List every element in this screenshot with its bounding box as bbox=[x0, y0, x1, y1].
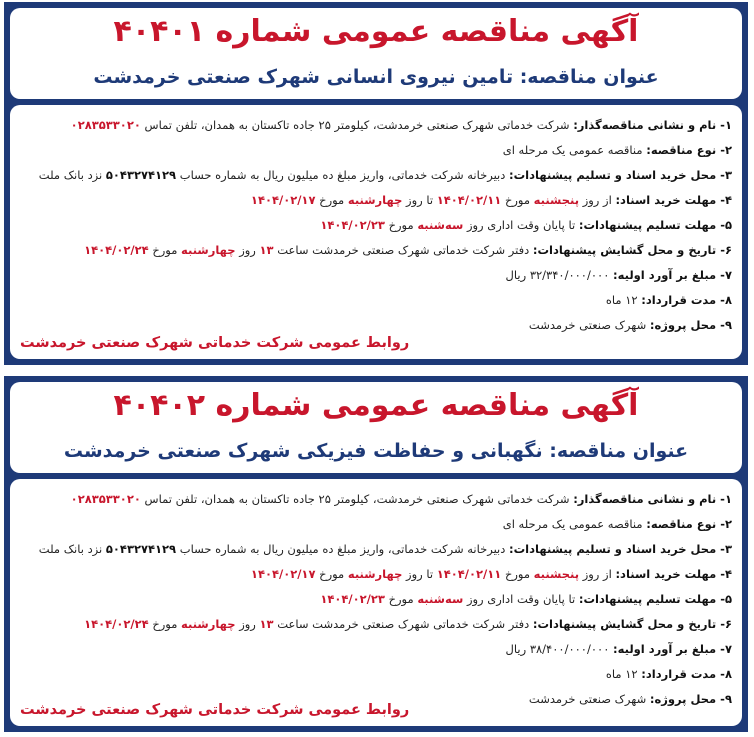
item-4 bbox=[20, 188, 732, 213]
account-number: ۵۰۴۳۲۷۴۱۲۹ bbox=[105, 542, 177, 556]
item-1 bbox=[20, 487, 732, 512]
start-date: ۱۴۰۴/۰۲/۱۱ bbox=[436, 567, 502, 581]
item-text: مورخ bbox=[319, 567, 345, 581]
end-day: چهارشنبه bbox=[347, 193, 403, 207]
item-3 bbox=[20, 163, 732, 188]
item-tail: نزد بانک ملت bbox=[38, 542, 103, 556]
item-label: ۵- مهلت تسلیم پیشنهادات: bbox=[578, 218, 732, 232]
item-text: تا پایان وقت اداری روز bbox=[466, 592, 576, 606]
item-7 bbox=[20, 637, 732, 662]
project-location: شهرک صنعتی خرمدشت bbox=[528, 318, 647, 332]
item-text: روز bbox=[239, 243, 256, 257]
item-label: ۷- مبلغ بر آورد اولیه: bbox=[613, 268, 732, 282]
item-label: ۳- محل خرید اسناد و تسلیم پیشنهادات: bbox=[509, 542, 732, 556]
public-relations-signature: روابط عمومی شرکت خدماتی شهرک صنعتی خرمدشت bbox=[20, 702, 410, 718]
item-5 bbox=[20, 587, 732, 612]
item-text: مورخ bbox=[152, 243, 178, 257]
start-day: پنجشنبه bbox=[533, 193, 580, 207]
tender-notice-1 bbox=[4, 2, 748, 365]
opening-day: چهارشنبه bbox=[181, 243, 236, 257]
item-label: ۵- مهلت تسلیم پیشنهادات: bbox=[578, 592, 732, 606]
item-label: ۱- نام و نشانی مناقصه‌گذار: bbox=[573, 492, 732, 506]
item-label: ۶- تاریخ و محل گشایش پیشنهادات: bbox=[532, 243, 732, 257]
item-8 bbox=[20, 662, 732, 687]
item-text: مورخ bbox=[152, 617, 178, 631]
notice-header bbox=[10, 8, 742, 99]
deadline-day: سه‌شنبه bbox=[417, 592, 464, 606]
item-5 bbox=[20, 213, 732, 238]
item-6 bbox=[20, 238, 732, 263]
estimate-amount: ۳۸/۴۰۰/۰۰۰/۰۰۰ ریال bbox=[505, 642, 610, 656]
item-text: از روز bbox=[582, 193, 612, 207]
notice-items bbox=[20, 487, 732, 712]
notice-items bbox=[20, 113, 732, 338]
item-label: ۸- مدت قرارداد: bbox=[641, 667, 732, 681]
phone-number: ۰۲۸۳۵۳۳۰۲۰ bbox=[70, 492, 141, 506]
item-2 bbox=[20, 138, 732, 163]
item-text: مورخ bbox=[504, 567, 531, 581]
item-label: ۸- مدت قرارداد: bbox=[641, 293, 732, 307]
end-date: ۱۴۰۴/۰۲/۱۷ bbox=[250, 193, 316, 207]
item-4 bbox=[20, 562, 732, 587]
item-1 bbox=[20, 113, 732, 138]
notice-body bbox=[10, 105, 742, 359]
item-text: شرکت خدماتی شهرک صنعتی خرمدشت، کیلومتر ۲۵ جاده تاکستان به همدان، تلفن تماس bbox=[144, 492, 570, 506]
end-day: چهارشنبه bbox=[347, 567, 403, 581]
item-text: مورخ bbox=[388, 592, 414, 606]
notice-title: آگهی مناقصه عمومی شماره ۴۰۴۰۱ bbox=[113, 14, 639, 49]
start-date: ۱۴۰۴/۰۲/۱۱ bbox=[436, 193, 502, 207]
item-text: از روز bbox=[582, 567, 612, 581]
item-label: ۶- تاریخ و محل گشایش پیشنهادات: bbox=[532, 617, 732, 631]
opening-date: ۱۴۰۴/۰۲/۲۴ bbox=[84, 617, 149, 631]
public-relations-signature: روابط عمومی شرکت خدماتی شهرک صنعتی خرمدشت bbox=[20, 335, 410, 351]
item-text: مناقصه عمومی یک مرحله ای bbox=[502, 143, 643, 157]
project-location: شهرک صنعتی خرمدشت bbox=[528, 692, 647, 706]
item-text: دفتر شرکت خدماتی شهرک صنعتی خرمدشت ساعت bbox=[277, 243, 530, 257]
notice-subtitle: عنوان مناقصه: تامین نیروی انسانی شهرک صنعتی خرمدشت bbox=[93, 66, 659, 88]
item-label: ۲- نوع مناقصه: bbox=[646, 143, 732, 157]
item-label: ۷- مبلغ بر آورد اولیه: bbox=[613, 642, 732, 656]
opening-hour: ۱۳ bbox=[259, 617, 274, 631]
notice-subtitle: عنوان مناقصه: نگهبانی و حفاظت فیزیکی شهرک صنعتی خرمدشت bbox=[63, 440, 689, 462]
opening-day: چهارشنبه bbox=[181, 617, 236, 631]
phone-number: ۰۲۸۳۵۳۳۰۲۰ bbox=[70, 118, 141, 132]
item-label: ۴- مهلت خرید اسناد: bbox=[615, 193, 732, 207]
end-date: ۱۴۰۴/۰۲/۱۷ bbox=[250, 567, 316, 581]
item-text: دفتر شرکت خدماتی شهرک صنعتی خرمدشت ساعت bbox=[277, 617, 530, 631]
item-8 bbox=[20, 288, 732, 313]
opening-hour: ۱۳ bbox=[259, 243, 274, 257]
item-text: مورخ bbox=[388, 218, 414, 232]
item-label: ۹- محل پروژه: bbox=[649, 692, 732, 706]
opening-date: ۱۴۰۴/۰۲/۲۴ bbox=[84, 243, 149, 257]
item-text: مورخ bbox=[504, 193, 531, 207]
notice-header bbox=[10, 382, 742, 473]
item-3 bbox=[20, 537, 732, 562]
estimate-amount: ۳۲/۳۴۰/۰۰۰/۰۰۰ ریال bbox=[505, 268, 610, 282]
deadline-date: ۱۴۰۴/۰۲/۲۳ bbox=[320, 592, 385, 606]
account-number: ۵۰۴۳۲۷۴۱۲۹ bbox=[105, 168, 177, 182]
item-text: دبیرخانه شرکت خدماتی، واریز مبلغ ده میلیون ریال به شماره حساب bbox=[179, 168, 506, 182]
item-text: مناقصه عمومی یک مرحله ای bbox=[502, 517, 643, 531]
item-label: ۳- محل خرید اسناد و تسلیم پیشنهادات: bbox=[509, 168, 732, 182]
contract-duration: ۱۲ ماه bbox=[605, 293, 638, 307]
notice-title: آگهی مناقصه عمومی شماره ۴۰۴۰۲ bbox=[113, 388, 639, 423]
notice-body bbox=[10, 479, 742, 726]
item-text: روز bbox=[239, 617, 256, 631]
item-2 bbox=[20, 512, 732, 537]
start-day: پنجشنبه bbox=[533, 567, 580, 581]
deadline-day: سه‌شنبه bbox=[417, 218, 464, 232]
item-text: تا روز bbox=[406, 567, 434, 581]
item-text: شرکت خدماتی شهرک صنعتی خرمدشت، کیلومتر ۲۵ جاده تاکستان به همدان، تلفن تماس bbox=[144, 118, 570, 132]
item-label: ۴- مهلت خرید اسناد: bbox=[615, 567, 732, 581]
item-label: ۹- محل پروژه: bbox=[649, 318, 732, 332]
item-text: مورخ bbox=[319, 193, 345, 207]
contract-duration: ۱۲ ماه bbox=[605, 667, 638, 681]
deadline-date: ۱۴۰۴/۰۲/۲۳ bbox=[320, 218, 385, 232]
item-label: ۱- نام و نشانی مناقصه‌گذار: bbox=[573, 118, 732, 132]
tender-notice-2 bbox=[4, 376, 748, 732]
item-text: تا پایان وقت اداری روز bbox=[466, 218, 576, 232]
item-6 bbox=[20, 612, 732, 637]
item-text: تا روز bbox=[406, 193, 434, 207]
item-text: دبیرخانه شرکت خدماتی، واریز مبلغ ده میلیون ریال به شماره حساب bbox=[179, 542, 506, 556]
item-tail: نزد بانک ملت bbox=[38, 168, 103, 182]
item-7 bbox=[20, 263, 732, 288]
item-label: ۲- نوع مناقصه: bbox=[646, 517, 732, 531]
